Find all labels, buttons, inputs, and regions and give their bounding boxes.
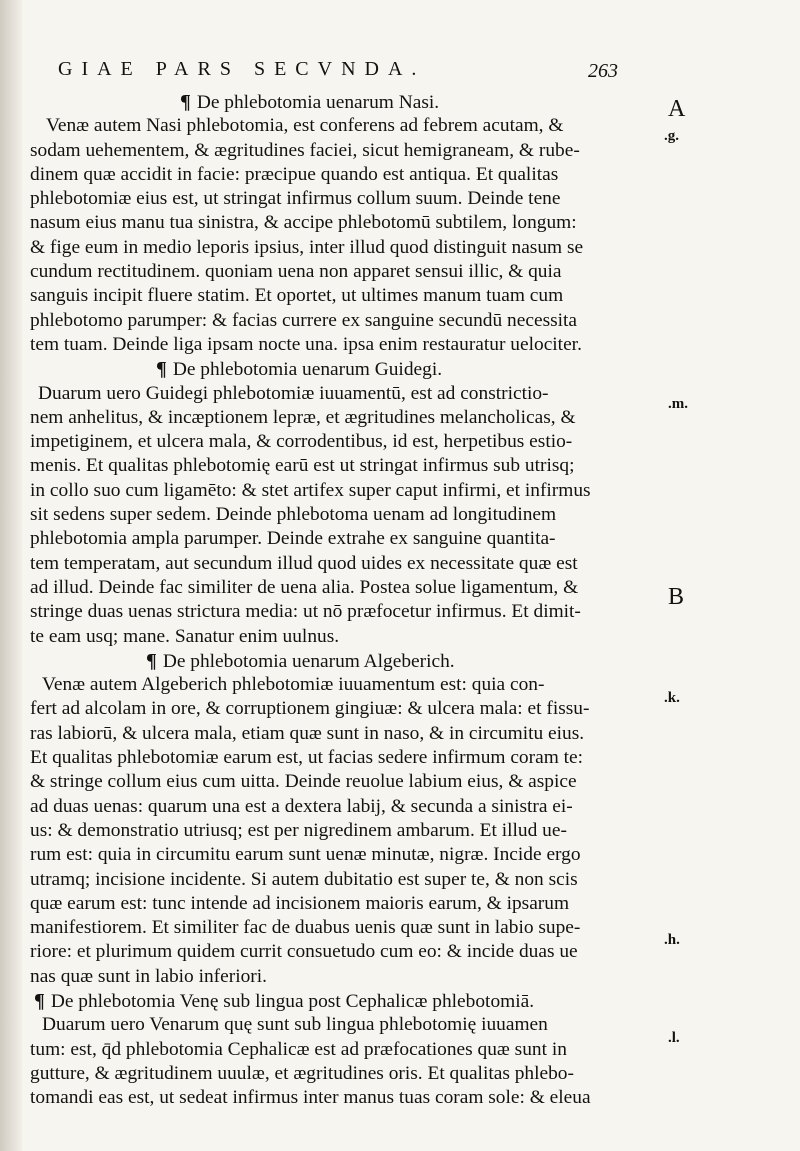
line-text: Venæ autem Algeberich phlebotomiæ iuuamentum est: quia con- [42, 674, 545, 696]
text-line [30, 309, 658, 333]
text-line [30, 211, 658, 235]
line-text: phlebotomiæ eius est, ut stringat infirmus collum suum. Deinde tene [30, 188, 561, 210]
line-text: tum: est, q̄d phlebotomia Cephalicæ est ad præfocationes quæ sunt in [30, 1038, 567, 1060]
page-gutter [0, 0, 22, 1151]
pilcrow-icon: ¶ [34, 989, 45, 1012]
line-text: impetiginem, et ulcera mala, & corrodentibus, id est, herpetibus estio- [30, 431, 573, 453]
line-text: sit sedens super sedem. Deinde phlebotoma uenam ad longitudinem [30, 504, 557, 526]
section-heading [30, 357, 658, 381]
text-line [30, 770, 658, 794]
text-line [30, 382, 658, 406]
line-text: in collo suo cum ligamēto: & stet artifex super caput infirmi, et infirmus [30, 479, 591, 501]
line-text: ad illud. Deinde fac similiter de uena alia. Postea solue ligamentum, & [30, 576, 579, 598]
margin-note-h: .h. [664, 932, 680, 948]
line-text: Duarum uero Venarum quę sunt sub lingua phlebotomię iuuamen [42, 1014, 548, 1036]
line-text: quæ earum est: tunc intende ad incisionem maioris earum, & ipsarum [30, 892, 570, 914]
text-line [30, 139, 658, 163]
text-line [30, 284, 658, 308]
line-text: phlebotomo parumper: & facias currere ex sanguine secundū necessita [30, 309, 578, 331]
line-text: & fige eum in medio leporis ipsius, inter illud quod distinguit nasum se [30, 236, 584, 258]
text-line [30, 600, 658, 624]
text-line [30, 746, 658, 770]
margin-letter-b: B [668, 584, 685, 610]
text-line [30, 697, 658, 721]
text-line [30, 673, 658, 697]
line-text: manifestiorem. Et similiter fac de duabus uenis quæ sunt in labio supe- [30, 917, 581, 939]
text-line [30, 479, 658, 503]
line-text: sodam uehementem, & ægritudines faciei, sicut hemigraneam, & rube- [30, 139, 580, 161]
pilcrow-icon: ¶ [180, 91, 191, 113]
text-line [30, 163, 658, 187]
text-line [30, 722, 658, 746]
line-text: & stringe collum eius cum uitta. Deinde reuolue labium eius, & aspice [30, 771, 577, 793]
text-line [30, 1013, 658, 1037]
section-heading [30, 989, 658, 1013]
line-text: ras labiorū, & ulcera mala, etiam quæ sunt in naso, & in circumitu eius. [30, 722, 585, 744]
text-line [30, 260, 658, 284]
line-text: sanguis incipit fluere statim. Et oportet, ut ultimes manum tuam cum [30, 285, 564, 307]
line-text: te eam usq; mane. Sanatur enim uulnus. [30, 625, 340, 647]
text-line [30, 1038, 658, 1062]
heading-text: De phlebotomia uenarum Guidegi. [172, 359, 443, 381]
text-line [30, 576, 658, 600]
line-text: Venæ autem Nasi phlebotomia, est conferens ad febrem acutam, & [46, 115, 564, 137]
running-head: GIAE PARS SECVNDA. [58, 58, 426, 80]
line-text: cundum rectitudinem. quoniam uena non apparet sensui illic, & quia [30, 261, 562, 283]
line-text: rum est: quia in circumitu earum sunt uenæ minutæ, nigræ. Incide ergo [30, 844, 581, 866]
text-line [30, 503, 658, 527]
line-text: riore: et plurimum quidem currit consuetudo cum eo: & incide duas ue [30, 941, 578, 963]
text-line [30, 187, 658, 211]
text-line [30, 843, 658, 867]
line-text: nas quæ sunt in labio inferiori. [30, 965, 267, 987]
line-text: us: & demonstratio utriusq; est per nigredinem ambarum. Et illud ue- [30, 819, 567, 841]
section-heading [30, 90, 658, 114]
text-line [30, 114, 658, 138]
line-text: stringe duas uenas strictura media: ut nō præfocetur infirmus. Et dimit- [30, 601, 581, 623]
pilcrow-icon: ¶ [156, 358, 167, 381]
margin-note-k: .k. [664, 690, 680, 706]
text-line [30, 940, 658, 964]
line-text: gutture, & ægritudinem uuulæ, et ægritudines oris. Et qualitas phlebo- [30, 1062, 574, 1084]
text-line [30, 1062, 658, 1086]
text-line [30, 916, 658, 940]
line-text: menis. Et qualitas phlebotomię earū est ut stringat infirmus sub utrisq; [30, 455, 575, 477]
text-line [30, 333, 658, 357]
line-text: ad duas uenas: quarum una est a dextera labij, & secunda a sinistra ei- [30, 795, 573, 817]
heading-text: De phlebotomia uenarum Nasi. [196, 92, 440, 113]
text-line [30, 552, 658, 576]
line-text: dinem quæ accidit in facie: præcipue quando est antiqua. Et qualitas [30, 163, 559, 185]
margin-letter-a: A [668, 96, 686, 122]
margin-note-m: .m. [668, 396, 688, 412]
text-line [30, 795, 658, 819]
text-line [30, 1086, 658, 1110]
text-block [30, 90, 658, 1110]
section-heading [30, 649, 658, 673]
line-text: nem anhelitus, & incæptionem lepræ, et ægritudines melancholicas, & [30, 406, 576, 428]
line-text: tem tuam. Deinde liga ipsam nocte una. ipsa enim restauratur uelociter. [30, 333, 582, 355]
line-text: utramq; incisione incidente. Si autem dubitatio est super te, & non scis [30, 868, 578, 890]
line-text: tomandi eas est, ut sedeat infirmus inter manus tuas coram sole: & eleua [30, 1087, 591, 1109]
text-line [30, 430, 658, 454]
pilcrow-icon: ¶ [146, 649, 157, 672]
line-text: nasum eius manu tua sinistra, & accipe phlebotomū subtilem, longum: [30, 212, 577, 234]
text-line [30, 868, 658, 892]
line-text: tem temperatam, aut secundum illud quod uides ex necessitate quæ est [30, 552, 578, 574]
text-line [30, 454, 658, 478]
margin-note-l: .l. [668, 1030, 680, 1046]
heading-text: De phlebotomia Venę sub lingua post Cephalicæ phlebotomiā. [50, 990, 535, 1012]
text-line [30, 527, 658, 551]
heading-text: De phlebotomia uenarum Algeberich. [162, 650, 455, 672]
text-line [30, 892, 658, 916]
text-line [30, 406, 658, 430]
line-text: Duarum uero Guidegi phlebotomiæ iuuamentū, est ad constrictio- [38, 382, 549, 404]
line-text: phlebotomia ampla parumper. Deinde extrahe ex sanguine quantita- [30, 528, 556, 550]
text-line [30, 819, 658, 843]
line-text: fert ad alcolam in ore, & corruptionem gingiuæ: & ulcera mala: et fissu- [30, 698, 590, 720]
text-line [30, 965, 658, 989]
line-text: Et qualitas phlebotomiæ earum est, ut facias sedere infirmum coram te: [30, 747, 584, 769]
margin-note-g: .g. [664, 128, 679, 144]
page-number: 263 [588, 60, 618, 82]
text-line [30, 236, 658, 260]
text-line [30, 625, 658, 649]
